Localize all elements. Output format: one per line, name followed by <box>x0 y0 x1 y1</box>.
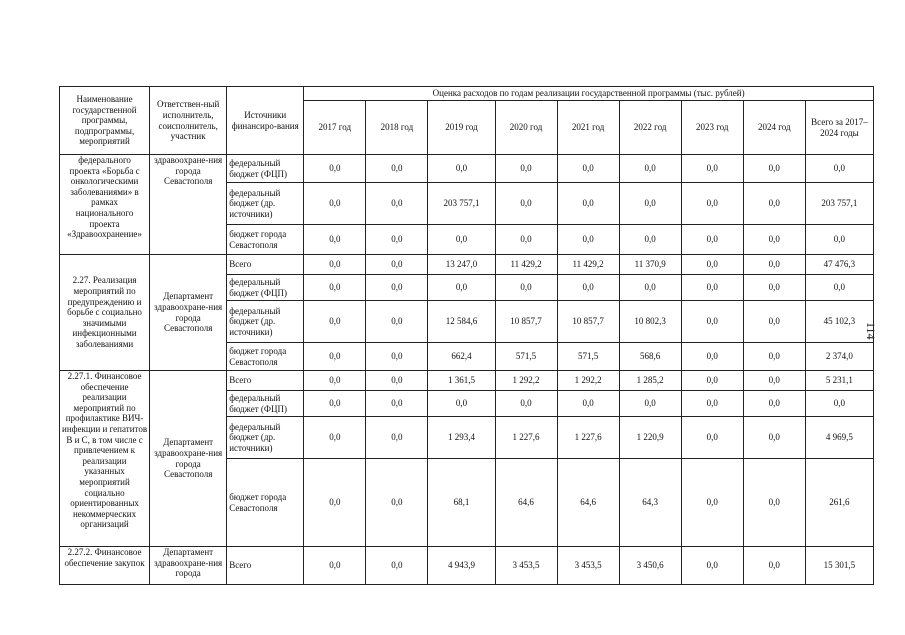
value-cell: 0,0 <box>495 225 557 255</box>
table-row <box>60 547 874 585</box>
value-cell: 1 285,2 <box>619 371 681 391</box>
funding-source: федеральный бюджет (др. источники) <box>227 417 304 459</box>
value-cell: 0,0 <box>366 417 428 459</box>
value-cell: 0,0 <box>304 255 366 275</box>
responsible: здравоохране-ния города Севастополя <box>150 155 227 255</box>
value-cell: 64,3 <box>619 459 681 547</box>
value-cell: 0,0 <box>428 275 495 301</box>
value-cell: 0,0 <box>495 183 557 225</box>
budget-table <box>59 86 874 585</box>
value-cell: 1 361,5 <box>428 371 495 391</box>
value-cell: 0,0 <box>743 459 805 547</box>
value-cell: 64,6 <box>557 459 619 547</box>
program-name: 2.27.2. Финансовое обеспечение закупок <box>60 547 150 585</box>
total-cell: 5 231,1 <box>805 371 873 391</box>
value-cell: 3 453,5 <box>557 547 619 585</box>
value-cell: 0,0 <box>366 183 428 225</box>
value-cell: 0,0 <box>619 183 681 225</box>
value-cell: 0,0 <box>366 155 428 183</box>
value-cell: 0,0 <box>304 275 366 301</box>
value-cell: 0,0 <box>366 371 428 391</box>
header-estimate: Оценка расходов по годам реализации государственной программы (тыс. рублей) <box>304 87 874 101</box>
page-number: 114 <box>864 322 878 340</box>
funding-source: федеральный бюджет (ФЦП) <box>227 155 304 183</box>
value-cell: 1 293,4 <box>428 417 495 459</box>
value-cell: 10 802,3 <box>619 301 681 343</box>
year-header: 2021 год <box>557 101 619 155</box>
responsible: Департамент здравоохране-ния города Севастополя <box>150 255 227 371</box>
total-cell: 0,0 <box>805 391 873 417</box>
value-cell: 1 227,6 <box>557 417 619 459</box>
funding-source: федеральный бюджет (др. источники) <box>227 183 304 225</box>
total-cell: 47 476,3 <box>805 255 873 275</box>
funding-source: Всего <box>227 371 304 391</box>
value-cell: 1 220,9 <box>619 417 681 459</box>
program-name: 2.27. Реализация мероприятий по предупреждению и борьбе с социально значимыми инфекционными заболеваниями <box>60 255 150 371</box>
value-cell: 0,0 <box>681 547 743 585</box>
value-cell: 3 453,5 <box>495 547 557 585</box>
value-cell: 12 584,6 <box>428 301 495 343</box>
value-cell: 0,0 <box>304 459 366 547</box>
year-header: 2018 год <box>366 101 428 155</box>
value-cell: 0,0 <box>681 343 743 371</box>
value-cell: 0,0 <box>619 225 681 255</box>
value-cell: 662,4 <box>428 343 495 371</box>
total-cell: 2 374,0 <box>805 343 873 371</box>
value-cell: 0,0 <box>366 547 428 585</box>
header-name: Наименование государственной программы, подпрограммы, мероприятий <box>60 87 150 155</box>
value-cell: 64,6 <box>495 459 557 547</box>
year-header: 2022 год <box>619 101 681 155</box>
value-cell: 0,0 <box>304 343 366 371</box>
value-cell: 0,0 <box>743 301 805 343</box>
value-cell: 68,1 <box>428 459 495 547</box>
value-cell: 0,0 <box>495 155 557 183</box>
value-cell: 0,0 <box>304 301 366 343</box>
funding-source: федеральный бюджет (ФЦП) <box>227 275 304 301</box>
table-row <box>60 155 874 183</box>
funding-source: бюджет города Севастополя <box>227 459 304 547</box>
total-cell: 4 969,5 <box>805 417 873 459</box>
year-header: 2017 год <box>304 101 366 155</box>
value-cell: 1 292,2 <box>557 371 619 391</box>
value-cell: 0,0 <box>304 391 366 417</box>
value-cell: 0,0 <box>743 371 805 391</box>
value-cell: 0,0 <box>743 391 805 417</box>
value-cell: 0,0 <box>681 371 743 391</box>
value-cell: 0,0 <box>366 301 428 343</box>
value-cell: 0,0 <box>743 225 805 255</box>
responsible: Департамент здравоохране-ния города <box>150 547 227 585</box>
value-cell: 0,0 <box>619 391 681 417</box>
value-cell: 0,0 <box>681 225 743 255</box>
value-cell: 0,0 <box>681 155 743 183</box>
header-source: Источники финансиро-вания <box>227 87 304 155</box>
value-cell: 0,0 <box>304 225 366 255</box>
total-cell: 0,0 <box>805 275 873 301</box>
year-header: 2024 год <box>743 101 805 155</box>
value-cell: 0,0 <box>619 155 681 183</box>
value-cell: 0,0 <box>743 183 805 225</box>
value-cell: 11 429,2 <box>495 255 557 275</box>
value-cell: 0,0 <box>681 183 743 225</box>
value-cell: 0,0 <box>743 155 805 183</box>
value-cell: 0,0 <box>557 391 619 417</box>
value-cell: 0,0 <box>304 417 366 459</box>
value-cell: 0,0 <box>681 459 743 547</box>
total-header: Всего за 2017–2024 годы <box>805 101 873 155</box>
value-cell: 0,0 <box>557 275 619 301</box>
value-cell: 10 857,7 <box>495 301 557 343</box>
value-cell: 0,0 <box>557 155 619 183</box>
value-cell: 0,0 <box>428 225 495 255</box>
value-cell: 3 450,6 <box>619 547 681 585</box>
table-row <box>60 371 874 391</box>
program-name: федерального проекта «Борьба с онкологическими заболеваниями» в рамках национального проекта «Здравоохранение» <box>60 155 150 255</box>
value-cell: 0,0 <box>743 417 805 459</box>
value-cell: 0,0 <box>743 275 805 301</box>
value-cell: 0,0 <box>743 547 805 585</box>
value-cell: 0,0 <box>366 459 428 547</box>
value-cell: 0,0 <box>304 183 366 225</box>
value-cell: 0,0 <box>681 391 743 417</box>
value-cell: 11 429,2 <box>557 255 619 275</box>
value-cell: 13 247,0 <box>428 255 495 275</box>
funding-source: бюджет города Севастополя <box>227 343 304 371</box>
value-cell: 0,0 <box>304 155 366 183</box>
value-cell: 0,0 <box>557 225 619 255</box>
funding-source: федеральный бюджет (др. источники) <box>227 301 304 343</box>
value-cell: 4 943,9 <box>428 547 495 585</box>
year-header: 2020 год <box>495 101 557 155</box>
value-cell: 1 227,6 <box>495 417 557 459</box>
value-cell: 0,0 <box>681 301 743 343</box>
value-cell: 0,0 <box>366 343 428 371</box>
total-cell: 15 301,5 <box>805 547 873 585</box>
total-cell: 203 757,1 <box>805 183 873 225</box>
value-cell: 11 370,9 <box>619 255 681 275</box>
header-responsible: Ответствен-ный исполнитель, соисполнитель, участник <box>150 87 227 155</box>
value-cell: 0,0 <box>428 391 495 417</box>
table-row <box>60 255 874 275</box>
value-cell: 0,0 <box>619 275 681 301</box>
total-cell: 261,6 <box>805 459 873 547</box>
funding-source: Всего <box>227 255 304 275</box>
funding-source: федеральный бюджет (ФЦП) <box>227 391 304 417</box>
value-cell: 0,0 <box>743 255 805 275</box>
value-cell: 1 292,2 <box>495 371 557 391</box>
value-cell: 203 757,1 <box>428 183 495 225</box>
year-header: 2019 год <box>428 101 495 155</box>
value-cell: 0,0 <box>366 391 428 417</box>
funding-source: бюджет города Севастополя <box>227 225 304 255</box>
value-cell: 0,0 <box>681 255 743 275</box>
value-cell: 0,0 <box>495 391 557 417</box>
year-header: 2023 год <box>681 101 743 155</box>
value-cell: 0,0 <box>557 183 619 225</box>
total-cell: 45 102,3 <box>805 301 873 343</box>
value-cell: 571,5 <box>495 343 557 371</box>
total-cell: 0,0 <box>805 155 873 183</box>
value-cell: 0,0 <box>743 343 805 371</box>
responsible: Департамент здравоохране-ния города Севастополя <box>150 371 227 547</box>
value-cell: 0,0 <box>304 371 366 391</box>
value-cell: 0,0 <box>304 547 366 585</box>
value-cell: 0,0 <box>366 275 428 301</box>
value-cell: 0,0 <box>495 275 557 301</box>
value-cell: 568,6 <box>619 343 681 371</box>
value-cell: 10 857,7 <box>557 301 619 343</box>
value-cell: 0,0 <box>681 417 743 459</box>
value-cell: 0,0 <box>681 275 743 301</box>
value-cell: 0,0 <box>366 255 428 275</box>
value-cell: 0,0 <box>366 225 428 255</box>
value-cell: 571,5 <box>557 343 619 371</box>
total-cell: 0,0 <box>805 225 873 255</box>
funding-source: Всего <box>227 547 304 585</box>
program-name: 2.27.1. Финансовое обеспечение реализации мероприятий по профилактике ВИЧ-инфекции и гепатитов B и C, в том числе с привлечением к реализации указанных мероприятий социально ориентированных некоммерческих организаций <box>60 371 150 547</box>
value-cell: 0,0 <box>428 155 495 183</box>
